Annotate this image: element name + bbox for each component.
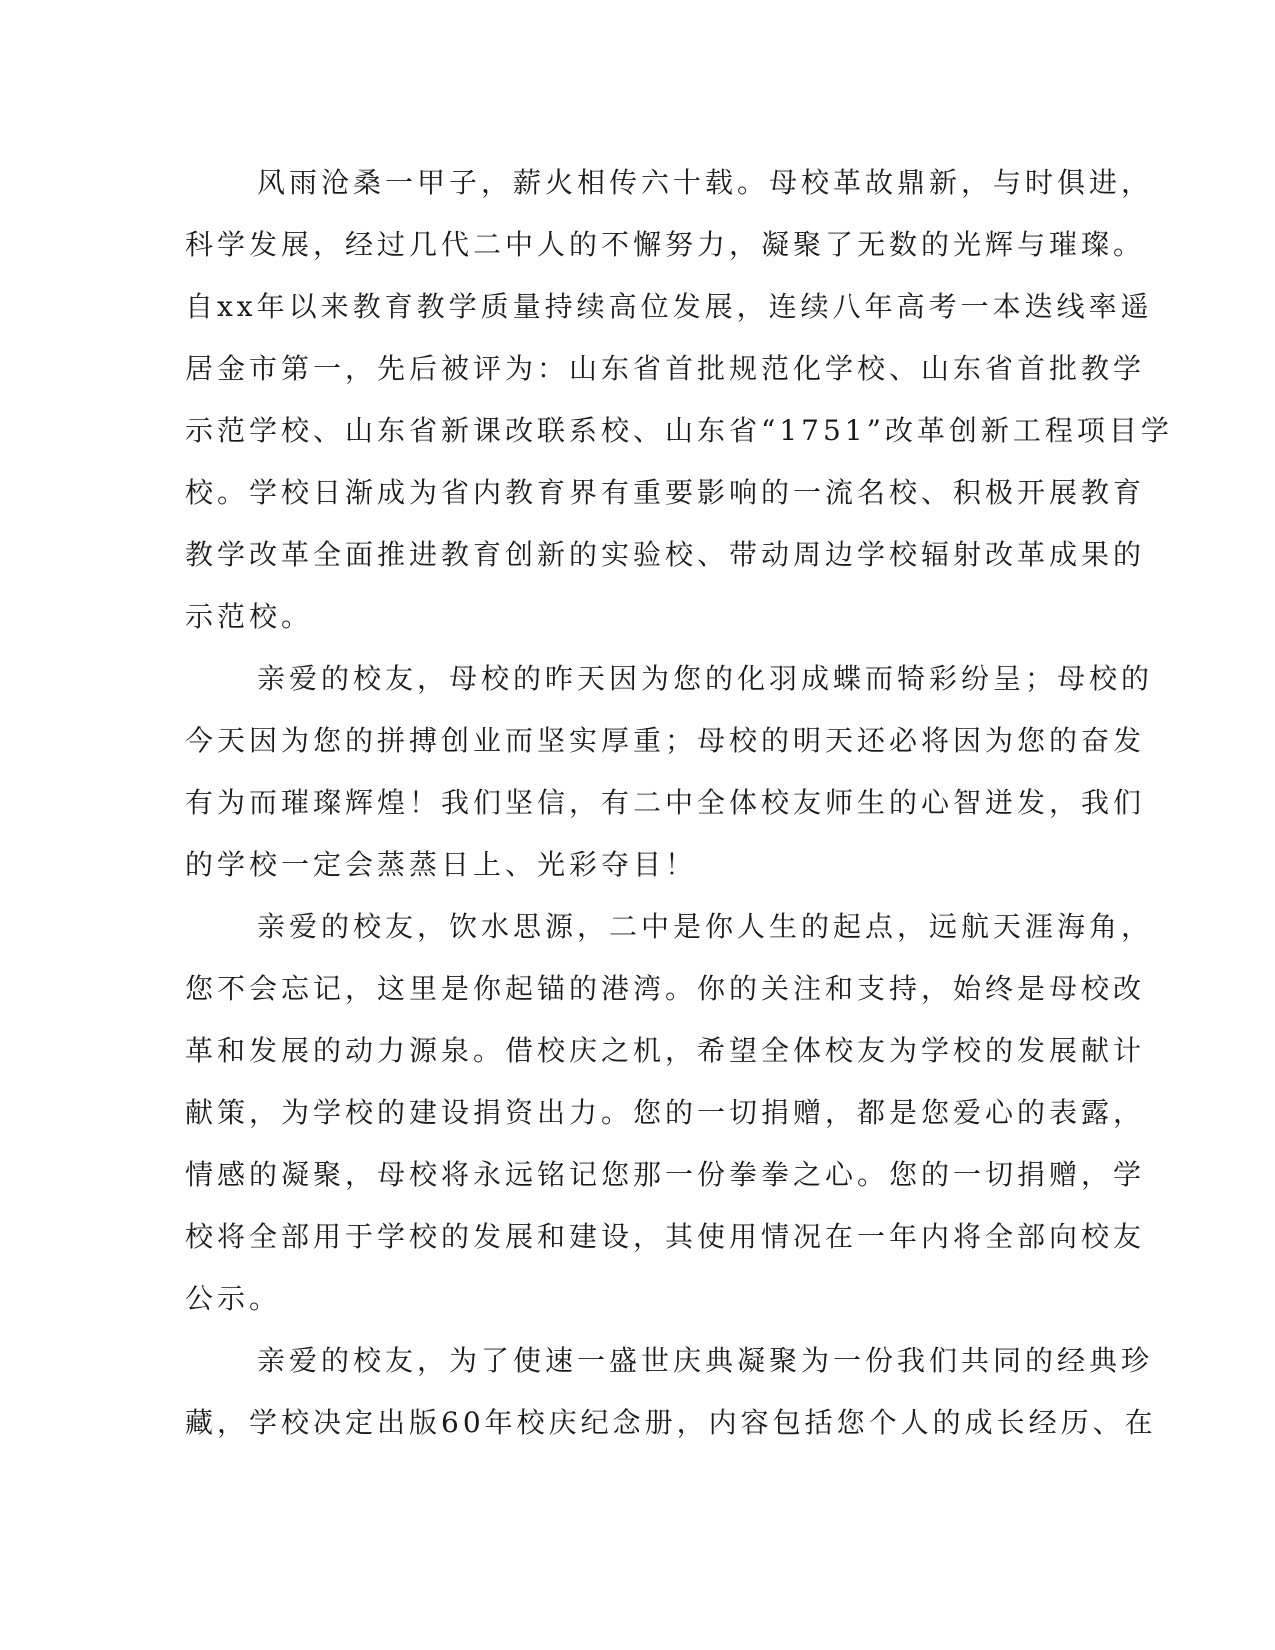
paragraph-donation xyxy=(185,907,1154,1341)
text-line: 自xx年以来教育教学质量持续高位发展，连续八年高考一本迭线率遥 xyxy=(185,290,1153,323)
text-line: 您不会忘记，这里是你起锚的港湾。你的关注和支持，始终是母校改 xyxy=(185,972,1146,1005)
text-line: 居金市第一，先后被评为：山东省首批规范化学校、山东省首批教学 xyxy=(185,352,1146,385)
text-line: 风雨沧桑一甲子，薪火相传六十载。母校革故鼎新，与时俱进， xyxy=(257,166,1154,199)
text-line: 情感的凝聚，母校将永远铭记您那一份拳拳之心。您的一切捐赠，学 xyxy=(185,1158,1146,1191)
paragraph-commemorative-book xyxy=(185,1341,1157,1465)
text-line: 亲爱的校友，饮水思源，二中是你人生的起点，远航天涯海角， xyxy=(257,910,1154,943)
paragraph-alumni-future xyxy=(185,659,1154,907)
text-line: 的学校一定会蒸蒸日上、光彩夺目！ xyxy=(185,848,698,881)
text-line: 校。学校日渐成为省内教育界有重要影响的一流名校、积极开展教育 xyxy=(185,476,1146,509)
text-line: 亲爱的校友，母校的昨天因为您的化羽成蝶而犄彩纷呈；母校的 xyxy=(257,662,1154,695)
text-line: 校将全部用于学校的发展和建设，其使用情况在一年内将全部向校友 xyxy=(185,1220,1146,1253)
text-line: 藏，学校决定出版60年校庆纪念册，内容包括您个人的成长经历、在 xyxy=(185,1406,1157,1439)
text-line: 科学发展，经过几代二中人的不懈努力，凝聚了无数的光辉与璀璨。 xyxy=(185,228,1146,261)
text-line: 有为而璀璨辉煌！我们坚信，有二中全体校友师生的心智迸发，我们 xyxy=(185,786,1146,819)
text-line: 革和发展的动力源泉。借校庆之机，希望全体校友为学校的发展献计 xyxy=(185,1034,1146,1067)
text-line: 今天因为您的拼搏创业而坚实厚重；母校的明天还必将因为您的奋发 xyxy=(185,724,1146,757)
text-line: 示范校。 xyxy=(185,600,314,633)
paragraph-history xyxy=(185,163,1173,659)
text-line: 教学改革全面推进教育创新的实验校、带动周边学校辐射改革成果的 xyxy=(185,538,1146,571)
text-line: 公示。 xyxy=(185,1282,282,1315)
document-body xyxy=(185,163,1173,1465)
text-line: 示范学校、山东省新课改联系校、山东省“1751”改革创新工程项目学 xyxy=(185,414,1173,447)
text-line: 亲爱的校友，为了使速一盛世庆典凝聚为一份我们共同的经典珍 xyxy=(257,1344,1154,1377)
text-line: 献策，为学校的建设捐资出力。您的一切捐赠，都是您爱心的表露， xyxy=(185,1096,1146,1129)
